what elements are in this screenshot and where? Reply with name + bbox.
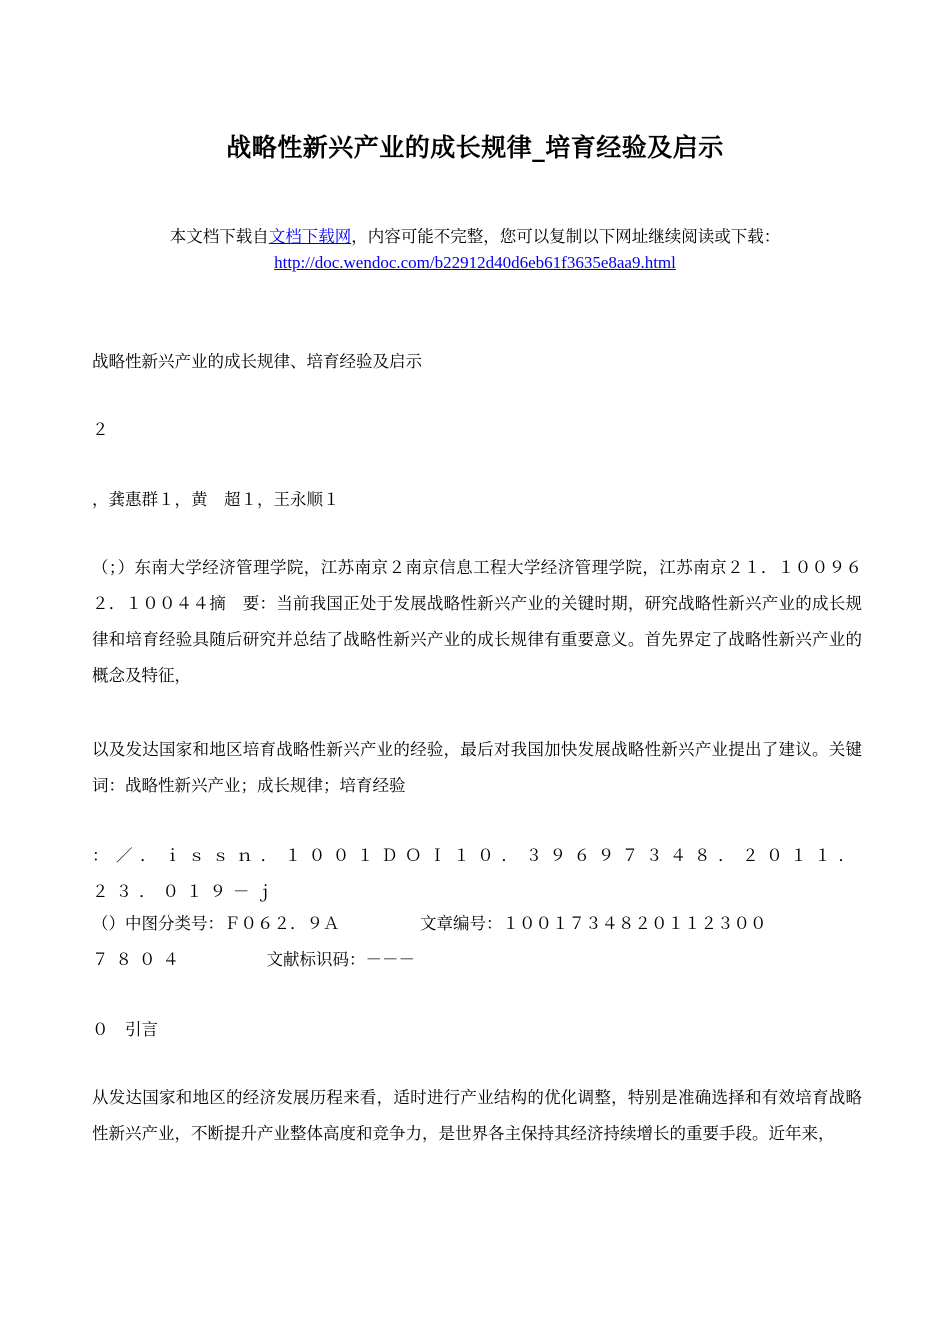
notice-prefix: 本文档下载自 [169,227,269,246]
author-line: ，龚惠群１，黄 超１，王永顺１ [92,490,340,509]
doi-line: ：／．ｉｓｓｎ．１００１ＤＯＩ１０．３９６９７３４８．２０１１．２３．０１９－ｊ [92,846,862,901]
superscript-number: ２ [92,420,109,439]
article-number-continued: ７８０４ [92,950,186,969]
abstract-paragraph-1: （；）东南大学经济管理学院，江苏南京２南京信息工程大学经济管理学院，江苏南京２１．１００９６２．１００４４摘 要：当前我国正处于发展战略性新兴产业的关键时期，研究战略性新兴产业的成长规律和培育经验具随后研究并总结了战略性新兴产业的成长规律有重要意义。首先界定了战略性新兴产业的概念及特征， [92,558,862,685]
document-id-code: 文献标识码：－－－ [266,950,415,969]
article-number: 文章编号：１００１７３４８２０１１２３００ [420,914,767,933]
article-heading: 战略性新兴产业的成长规律、培育经验及启示 [92,352,422,371]
classification-block [92,906,862,978]
abstract-paragraph-2: 以及发达国家和地区培育战略性新兴产业的经验，最后对我国加快发展战略性新兴产业提出了建议。关键词：战略性新兴产业；成长规律；培育经验 [92,740,862,795]
download-notice [0,224,950,276]
site-link[interactable]: 文档下载网 [268,227,352,246]
notice-suffix: ，内容可能不完整，您可以复制以下网址继续阅读或下载： [351,227,781,246]
intro-paragraph: 从发达国家和地区的经济发展历程来看，适时进行产业结构的优化调整，特别是准确选择和有效培育战略性新兴产业，不断提升产业整体高度和竞争力，是世界各主保持其经济持续增长的重要手段。近年来， [92,1088,862,1143]
document-title: 战略性新兴产业的成长规律_培育经验及启示 [226,133,724,162]
class-number: （）中图分类号：Ｆ０６２．９Ａ [92,914,340,933]
document-url-link[interactable]: http://doc.wendoc.com/b22912d40d6eb61f3635e8aa9.html [274,253,676,272]
section-heading: ０ 引言 [92,1020,158,1039]
